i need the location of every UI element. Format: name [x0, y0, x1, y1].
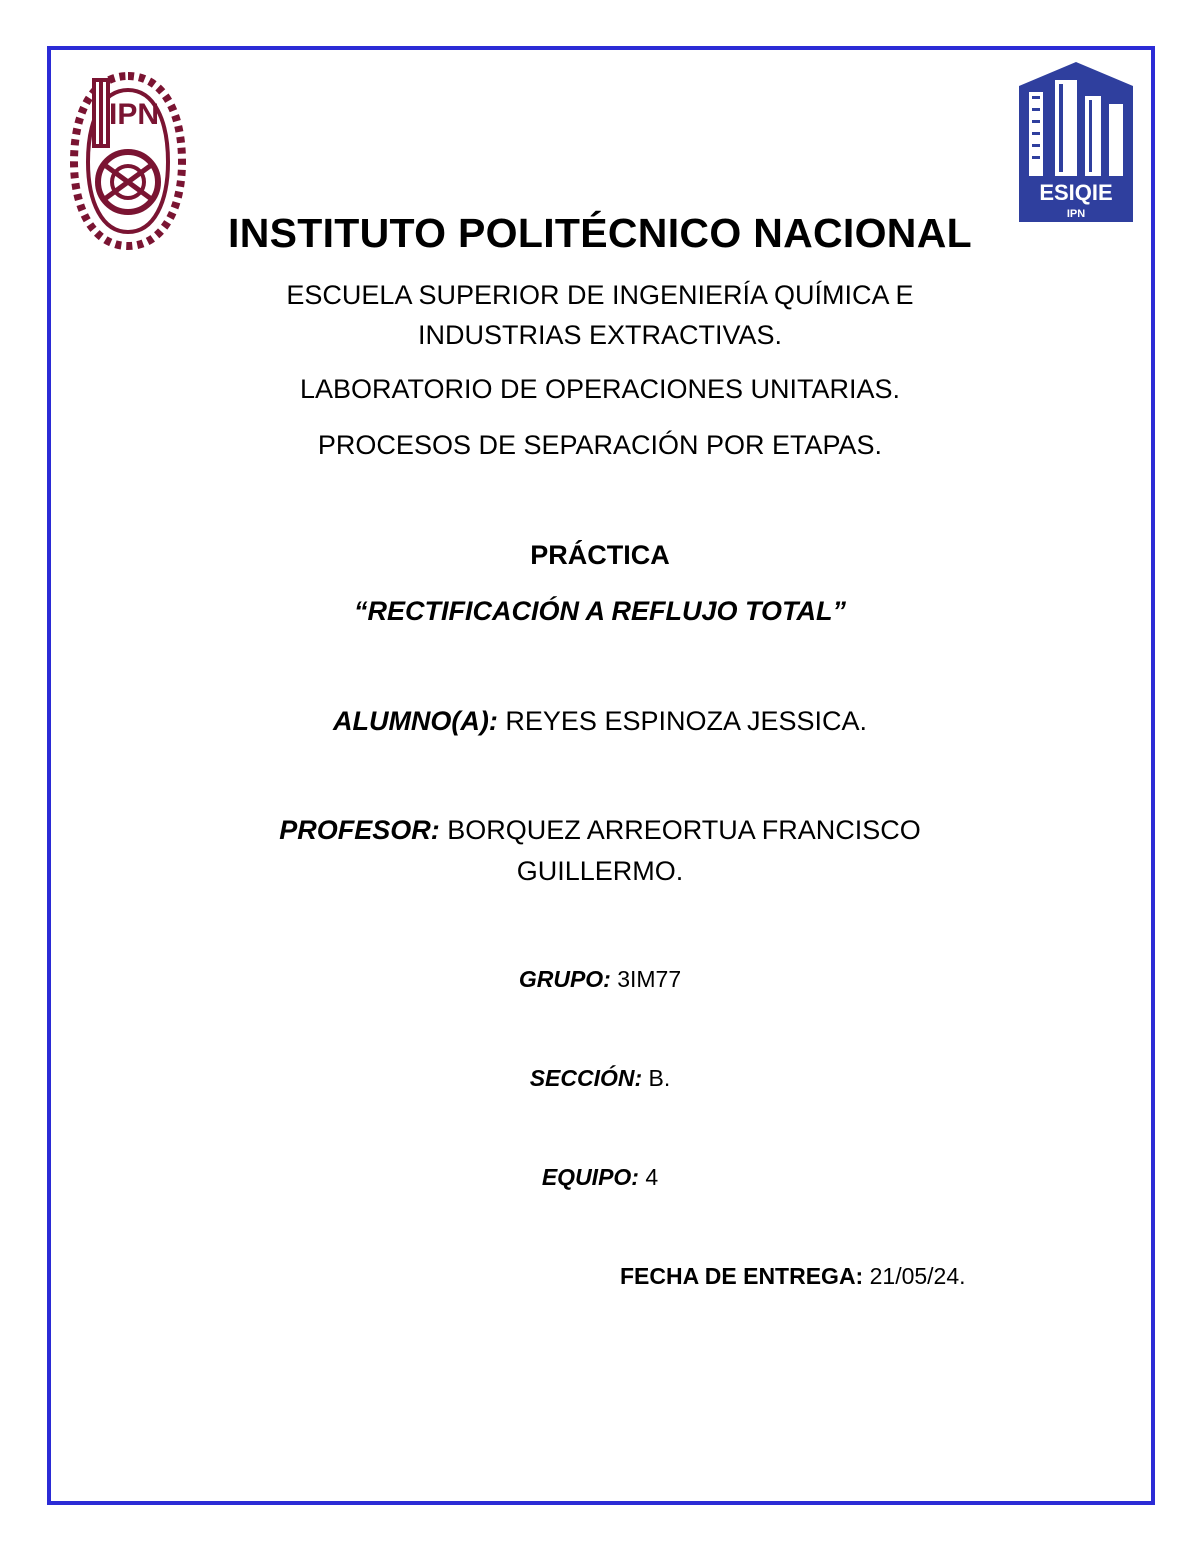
institution-title: INSTITUTO POLITÉCNICO NACIONAL	[228, 210, 972, 256]
practice-title: “RECTIFICACIÓN A REFLUJO TOTAL”	[354, 596, 846, 626]
team-line	[0, 1164, 1200, 1191]
group-label: GRUPO:	[518, 966, 611, 992]
page-border	[47, 46, 1155, 1505]
professor-label: PROFESOR:	[279, 815, 440, 845]
team-label: EQUIPO:	[541, 1164, 639, 1190]
team-value: 4	[638, 1164, 659, 1190]
esiqie-logo-subtext: IPN	[1066, 208, 1086, 220]
professor-name: BORQUEZ ARREORTUA FRANCISCO	[439, 815, 921, 845]
section-line	[0, 1065, 1200, 1092]
group-value: 3IM77	[610, 966, 682, 992]
delivery-date-line	[620, 1263, 966, 1290]
esiqie-logo-text: ESIQIE	[1039, 180, 1113, 205]
esiqie-logo	[1015, 58, 1137, 226]
section-value: B.	[642, 1065, 671, 1091]
section-label: SECCIÓN:	[529, 1065, 643, 1091]
professor-name-line2: GUILLERMO.	[516, 856, 684, 886]
delivery-date-label: FECHA DE ENTREGA:	[620, 1263, 864, 1289]
student-name: REYES ESPINOZA JESSICA.	[497, 706, 868, 736]
course-name: PROCESOS DE SEPARACIÓN POR ETAPAS.	[317, 430, 883, 460]
student-label: ALUMNO(A):	[332, 706, 498, 736]
lab-name: LABORATORIO DE OPERACIONES UNITARIAS.	[299, 374, 901, 404]
practice-label: PRÁCTICA	[530, 540, 670, 570]
group-line	[0, 966, 1200, 993]
delivery-date-value: 21/05/24.	[863, 1263, 966, 1289]
school-name-line2: INDUSTRIAS EXTRACTIVAS.	[417, 320, 783, 350]
school-name-line1: ESCUELA SUPERIOR DE INGENIERÍA QUÍMICA E	[286, 280, 914, 310]
professor-line	[0, 815, 1200, 846]
ipn-logo-text: IPN	[108, 98, 160, 131]
student-line	[0, 706, 1200, 737]
